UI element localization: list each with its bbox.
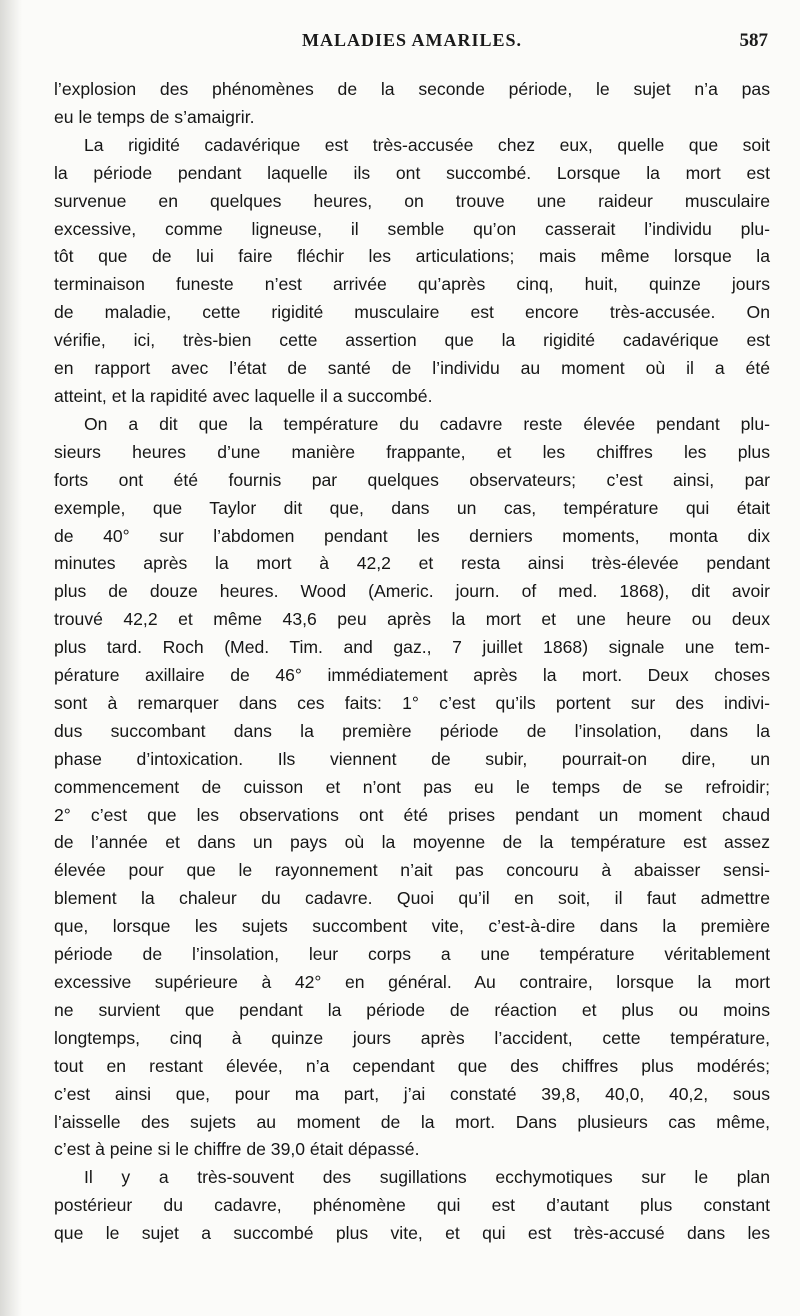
text-line: plus tard. Roch (Med. Tim. and gaz., 7 juillet 1868) signale une tem- xyxy=(54,637,770,658)
text-line: exemple, que Taylor dit que, dans un cas, température qui était xyxy=(54,497,770,518)
text-line: phase d’intoxication. Ils viennent de subir, pourrait-on dire, un xyxy=(54,748,770,769)
page-gutter-shadow xyxy=(0,0,22,1316)
text-line: vérifie, ici, très-bien cette assertion que la rigidité cadavérique est xyxy=(54,330,770,351)
text-line: plus de douze heures. Wood (Americ. journ. of med. 1868), dit avoir xyxy=(54,581,770,602)
text-line: que le sujet a succombé plus vite, et qui est très-accusé dans les xyxy=(54,1223,770,1244)
text-line: dus succombant dans la première période de l’insolation, dans la xyxy=(54,720,770,741)
text-line: de maladie, cette rigidité musculaire est encore très-accusée. On xyxy=(54,302,770,323)
text-line: 2° c’est que les observations ont été prises pendant un moment chaud xyxy=(54,804,770,825)
text-line: minutes après la mort à 42,2 et resta ainsi très-élevée pendant xyxy=(54,553,770,574)
text-line: excessive supérieure à 42° en général. Au contraire, lorsque la mort xyxy=(54,972,770,992)
text-line: l’explosion des phénomènes de la seconde période, le sujet n’a pas xyxy=(54,79,770,99)
running-title: MALADIES AMARILES. xyxy=(301,30,523,50)
text-line: postérieur du cadavre, phénomène qui est d’autant plus constant xyxy=(54,1195,770,1216)
text-line: c’est ainsi que, pour ma part, j’ai constaté 39,8, 40,0, 40,2, sous xyxy=(54,1083,770,1104)
text-line: tout en restant élevée, n’a cependant que des chiffres plus modérés; xyxy=(54,1055,770,1076)
text-line: atteint, et la rapidité avec laquelle il a succombé. xyxy=(54,385,433,406)
text-line: sont à remarquer dans ces faits: 1° c’est qu’ils portent sur des indivi- xyxy=(54,692,770,713)
page-header xyxy=(56,30,768,60)
text-line: que, lorsque les sujets succombent vite, c’est-à-dire dans la première xyxy=(54,916,770,937)
text-line: excessive, comme ligneuse, il semble qu’on casserait l’individu plu- xyxy=(54,218,770,239)
text-line: de 40° sur l’abdomen pendant les derniers moments, monta dix xyxy=(54,525,770,546)
text-line: c’est à peine si le chiffre de 39,0 était dépassé. xyxy=(54,1139,420,1160)
page-number: 587 xyxy=(739,30,768,51)
text-line: forts ont été fournis par quelques observateurs; c’est ainsi, par xyxy=(54,469,770,490)
text-line: tôt que de lui faire fléchir les articulations; mais même lorsque la xyxy=(54,246,770,267)
text-line: survenue en quelques heures, on trouve une raideur musculaire xyxy=(54,190,770,211)
body-text xyxy=(54,76,770,1248)
text-line: la période pendant laquelle ils ont succombé. Lorsque la mort est xyxy=(54,162,770,183)
text-line: Il y a très-souvent des sugillations ecchymotiques sur le plan xyxy=(84,1167,770,1188)
text-line: l’aisselle des sujets au moment de la mort. Dans plusieurs cas même, xyxy=(54,1111,770,1132)
text-line: longtemps, cinq à quinze jours après l’accident, cette température, xyxy=(54,1027,770,1048)
text-line: élevée pour que le rayonnement n’ait pas concouru à abaisser sensi- xyxy=(54,860,770,881)
text-line: blement la chaleur du cadavre. Quoi qu’il en soit, il faut admettre xyxy=(54,888,770,909)
text-line: en rapport avec l’état de santé de l’individu au moment où il a été xyxy=(54,358,770,379)
text-line: sieurs heures d’une manière frappante, et les chiffres les plus xyxy=(54,441,770,462)
text-line: La rigidité cadavérique est très-accusée chez eux, quelle que soit xyxy=(84,134,770,155)
text-line: commencement de cuisson et n’ont pas eu le temps de se refroidir; xyxy=(54,776,770,797)
text-line: ne survient que pendant la période de réaction et plus ou moins xyxy=(54,999,770,1020)
text-line: période de l’insolation, leur corps a une température véritablement xyxy=(54,944,770,965)
text-line: eu le temps de s’amaigrir. xyxy=(54,106,255,127)
text-line: pérature axillaire de 46° immédiatement après la mort. Deux choses xyxy=(54,665,770,686)
text-line: On a dit que la température du cadavre reste élevée pendant plu- xyxy=(84,413,770,434)
text-line: terminaison funeste n’est arrivée qu’après cinq, huit, quinze jours xyxy=(54,274,770,295)
text-line: de l’année et dans un pays où la moyenne de la température est assez xyxy=(54,832,770,853)
text-line: trouvé 42,2 et même 43,6 peu après la mort et une heure ou deux xyxy=(54,609,770,630)
